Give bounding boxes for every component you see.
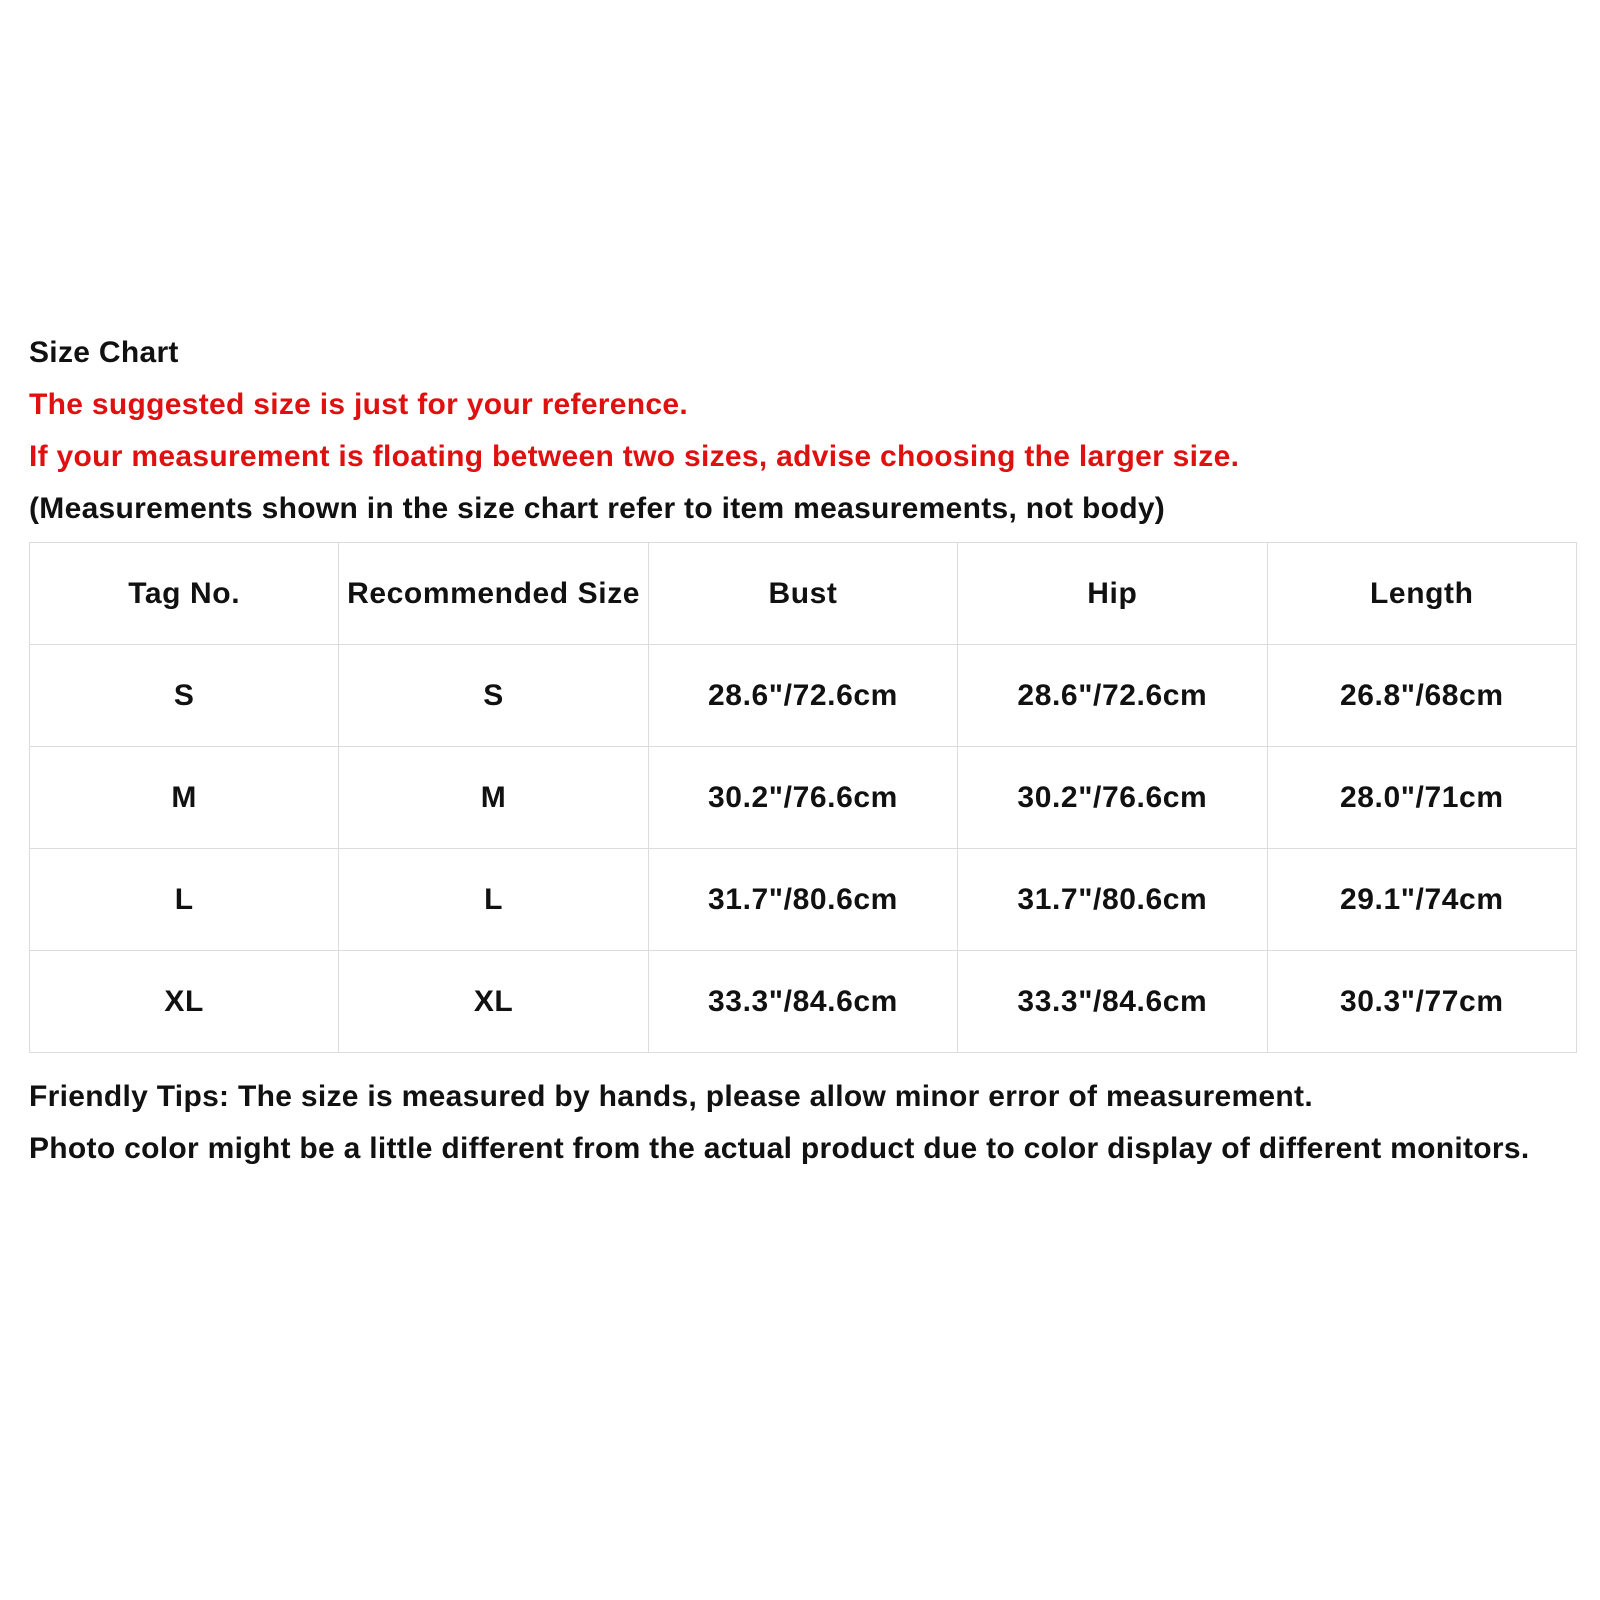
- cell-tag-no: XL: [30, 951, 339, 1053]
- header-length: Length: [1267, 543, 1576, 645]
- cell-bust: 30.2"/76.6cm: [648, 747, 957, 849]
- cell-recommended-size: M: [339, 747, 648, 849]
- header-bust: Bust: [648, 543, 957, 645]
- table-row: [30, 951, 1577, 1053]
- cell-recommended-size: L: [339, 849, 648, 951]
- cell-length: 28.0"/71cm: [1267, 747, 1576, 849]
- cell-length: 30.3"/77cm: [1267, 951, 1576, 1053]
- cell-bust: 33.3"/84.6cm: [648, 951, 957, 1053]
- table-header-row: [30, 543, 1577, 645]
- cell-hip: 28.6"/72.6cm: [958, 645, 1267, 747]
- size-chart-title: Size Chart: [29, 336, 179, 369]
- cell-recommended-size: S: [339, 645, 648, 747]
- table-row: [30, 849, 1577, 951]
- cell-hip: 30.2"/76.6cm: [958, 747, 1267, 849]
- larger-size-advice: If your measurement is floating between two sizes, advise choosing the larger size.: [29, 440, 1240, 473]
- size-table: [29, 542, 1577, 1053]
- reference-notice: The suggested size is just for your reference.: [29, 388, 688, 421]
- measurement-note: (Measurements shown in the size chart refer to item measurements, not body): [29, 492, 1166, 525]
- tip-photo-color: Photo color might be a little different from the actual product due to color display of different monitors.: [29, 1132, 1530, 1165]
- friendly-tips: [29, 1071, 1577, 1175]
- table-row: [30, 645, 1577, 747]
- header-recommended-size: Recommended Size: [339, 543, 648, 645]
- size-chart-sheet: [29, 327, 1577, 1175]
- cell-tag-no: M: [30, 747, 339, 849]
- cell-hip: 33.3"/84.6cm: [958, 951, 1267, 1053]
- cell-recommended-size: XL: [339, 951, 648, 1053]
- header-tag-no: Tag No.: [30, 543, 339, 645]
- table-row: [30, 747, 1577, 849]
- cell-length: 26.8"/68cm: [1267, 645, 1576, 747]
- tip-measurement-error: Friendly Tips: The size is measured by hands, please allow minor error of measurement.: [29, 1080, 1313, 1113]
- cell-tag-no: L: [30, 849, 339, 951]
- cell-tag-no: S: [30, 645, 339, 747]
- cell-bust: 31.7"/80.6cm: [648, 849, 957, 951]
- header-hip: Hip: [958, 543, 1267, 645]
- cell-length: 29.1"/74cm: [1267, 849, 1576, 951]
- cell-hip: 31.7"/80.6cm: [958, 849, 1267, 951]
- cell-bust: 28.6"/72.6cm: [648, 645, 957, 747]
